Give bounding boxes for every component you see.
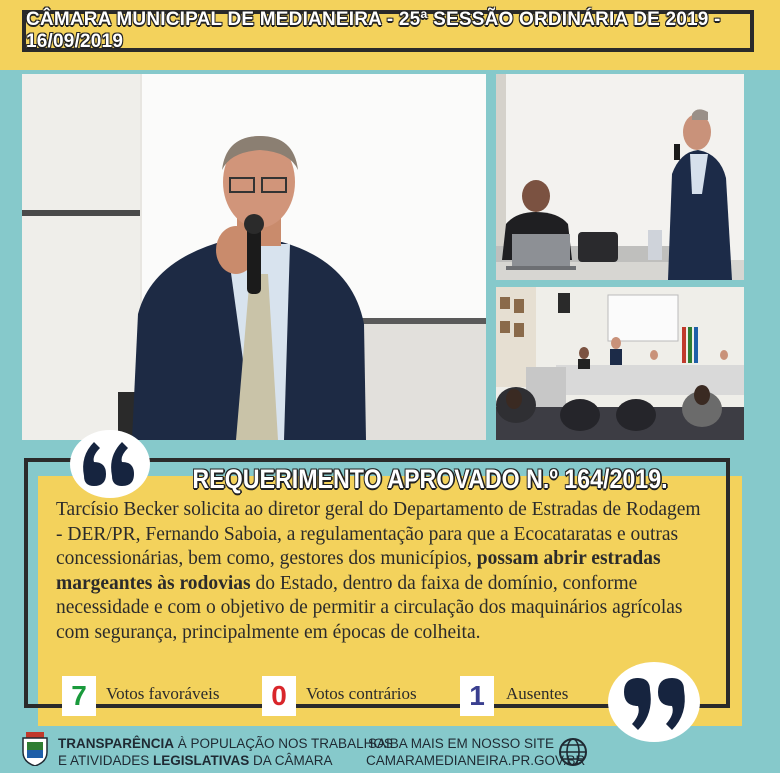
photo-plenary xyxy=(496,287,744,440)
card-body-text xyxy=(56,498,706,645)
absent-count-badge: 1 xyxy=(460,676,494,716)
absent-label: Ausentes xyxy=(506,684,569,703)
against-label: Votos contrários xyxy=(306,684,417,703)
photo-speaker-desk xyxy=(496,74,744,280)
footer-site-caption: SAIBA MAIS EM NOSSO SITE xyxy=(367,736,554,751)
footer-line2-pre: E ATIVIDADES xyxy=(58,753,154,768)
quote-open-icon xyxy=(70,430,150,498)
favor-count-badge: 7 xyxy=(62,676,96,716)
footer-line1-rest: À POPULAÇÃO NOS TRABALHOS xyxy=(174,736,393,751)
against-count-badge: 0 xyxy=(262,676,296,716)
quote-close-icon xyxy=(608,662,700,742)
footer-site-url[interactable]: CAMARAMEDIANEIRA.PR.GOV.BR xyxy=(366,753,586,768)
body-text-bold: possam abrir estradas margeantes às rodovias xyxy=(56,548,661,594)
coat-of-arms-icon xyxy=(20,732,50,766)
footer-bold-legislativas: LEGISLATIVAS xyxy=(153,753,250,768)
footer-site[interactable] xyxy=(366,735,586,769)
footer-line2-rest: DA CÂMARA xyxy=(249,753,333,768)
favor-label: Votos favoráveis xyxy=(106,684,220,703)
footer-bold-transparency: TRANSPARÊNCIA xyxy=(58,736,175,751)
header-frame xyxy=(22,10,754,52)
globe-icon xyxy=(558,737,588,767)
footer-transparency xyxy=(58,735,393,769)
card-title: REQUERIMENTO APROVADO N.º 164/2019. xyxy=(192,464,668,494)
header-title: CÂMARA MUNICIPAL DE MEDIANEIRA - 25ª SESSÃO ORDINÁRIA DE 2019 - 16/09/2019 xyxy=(26,9,721,52)
photo-speaker-main xyxy=(22,74,486,440)
body-text-part2: do Estado, dentro da faixa de domínio, conforme necessidade e com o objetivo de permitir a circulação dos maquinários agrícolas com segurança, principalmente em épocas de colheita. xyxy=(56,572,683,643)
body-text-part1: Tarcísio Becker solicita ao diretor geral do Departamento de Estradas de Rodagem - DER/PR, Fernando Saboia, a regulamentação para que a Ecocataratas e outras concessionárias, bem como, gestores dos municípios, xyxy=(56,499,701,569)
